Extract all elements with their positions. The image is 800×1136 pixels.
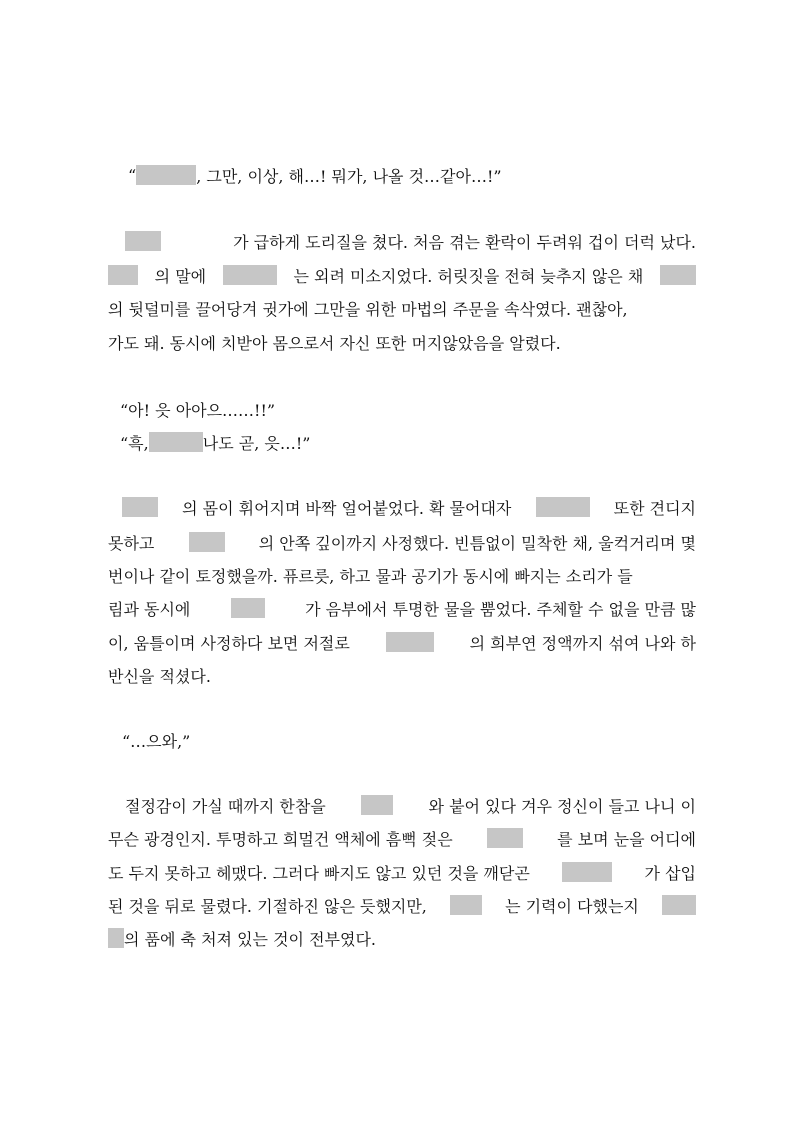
- text-segment: 는 기력이 다했는지: [505, 896, 639, 916]
- text-segment: 는 외려 미소지었다. 허릿짓을 전혀 늦추지 않은 채: [293, 266, 644, 286]
- text-segment: 이, 움틀이며 사정하다 보면 저절로: [108, 633, 350, 653]
- redacted-name-block: [223, 265, 277, 285]
- text-segment: 된 것을 뒤로 물렸다. 기절하진 않은 듯했지만,: [108, 896, 427, 916]
- redacted-name-block: [487, 828, 523, 848]
- text-line: [108, 527, 696, 557]
- text-segment: 나도 곧, 읏…!”: [202, 433, 311, 453]
- text-segment: “흑,: [120, 433, 149, 453]
- redacted-name-block: [662, 895, 696, 915]
- redacted-name-block: [108, 928, 124, 948]
- text-segment: 의 희부연 정액까지 섞여 나와 하: [469, 633, 696, 653]
- text-segment: 의 품에 축 처져 있는 것이 전부였다.: [124, 929, 376, 949]
- text-line: [120, 427, 696, 457]
- text-line: [108, 823, 696, 853]
- text-line: [122, 725, 696, 755]
- redacted-name-block: [562, 862, 612, 882]
- text-segment: 가도 돼. 동시에 치받아 몸으로서 자신 또한 머지않았음을 알렸다.: [108, 333, 561, 353]
- text-segment: 반신을 적셨다.: [108, 666, 211, 686]
- text-segment: 의 안쪽 깊이까지 사정했다. 빈틈없이 밀착한 채, 울컥거리며 몇: [258, 533, 696, 553]
- redacted-name-block: [189, 532, 225, 552]
- text-segment: 번이나 같이 토정했을까. 퓨르릇, 하고 물과 공기가 동시에 빠지는 소리가 들: [108, 566, 633, 586]
- redacted-name-block: [122, 497, 158, 517]
- text-line: [125, 790, 696, 820]
- redacted-name-block: [536, 497, 590, 517]
- text-line: [108, 327, 696, 357]
- text-segment: “아! 읏 아아으……!!”: [120, 400, 276, 420]
- text-line: [128, 160, 696, 190]
- redacted-name-block: [231, 598, 265, 618]
- text-line: [108, 923, 696, 953]
- text-segment: 의 몸이 휘어지며 바짝 얼어붙었다. 확 물어대자: [182, 498, 512, 518]
- text-line: [108, 560, 696, 590]
- text-segment: 못하고: [108, 533, 155, 553]
- redacted-name-block: [386, 632, 434, 652]
- redacted-name-block: [149, 432, 203, 452]
- redacted-name-block: [361, 795, 393, 815]
- text-line: [108, 890, 696, 920]
- text-line: [108, 293, 696, 323]
- text-line: [108, 593, 696, 623]
- text-segment: 림과 동시에: [108, 599, 191, 619]
- text-line: [108, 660, 696, 690]
- text-segment: 무슨 광경인지. 투명하고 희멀건 액체에 흠뻑 젖은: [108, 829, 453, 849]
- text-line: [108, 857, 696, 887]
- text-segment: 가 급하게 도리질을 쳤다. 처음 겪는 환락이 두려워 겁이 더럭 났다.: [233, 232, 696, 252]
- text-segment: 가 음부에서 투명한 물을 뿜었다. 주체할 수 없을 만큼 많: [305, 599, 696, 619]
- text-segment: “…으와,”: [122, 731, 191, 751]
- text-segment: 도 두지 못하고 헤맸다. 그러다 빠지도 않고 있던 것을 깨닫곤: [108, 863, 530, 883]
- text-line: [125, 226, 696, 256]
- text-segment: 와 붙어 있다 겨우 정신이 들고 나니 이: [428, 796, 696, 816]
- text-line: [122, 492, 696, 522]
- text-segment: 의 뒷덜미를 끌어당겨 귓가에 그만을 위한 마법의 주문을 속삭였다. 괜찮아,: [108, 299, 628, 319]
- redacted-name-block: [136, 165, 196, 185]
- text-segment: , 그만, 이상, 해…! 뭐가, 나올 것…같아…!”: [196, 166, 502, 186]
- redacted-name-block: [450, 895, 482, 915]
- text-line: [108, 627, 696, 657]
- redacted-name-block: [125, 231, 161, 251]
- redacted-name-block: [108, 265, 138, 285]
- text-segment: 의 말에: [154, 266, 207, 286]
- redacted-name-block: [660, 265, 696, 285]
- text-segment: “: [128, 165, 137, 185]
- text-segment: 를 보며 눈을 어디에: [557, 829, 696, 849]
- text-segment: 절정감이 가실 때까지 한참을: [125, 796, 326, 816]
- text-segment: 가 삽입: [644, 863, 696, 883]
- text-line: [108, 260, 696, 290]
- text-segment: 또한 견디지: [613, 498, 696, 518]
- text-line: [120, 394, 696, 424]
